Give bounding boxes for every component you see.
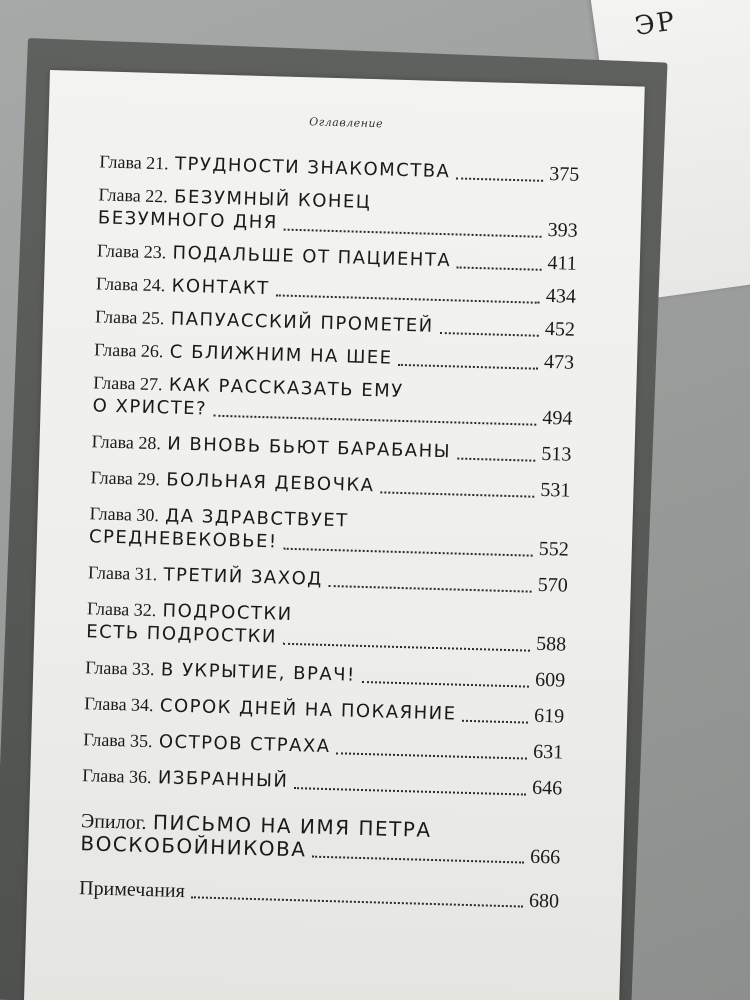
table-of-contents [79,149,580,912]
entry-prefix: Глава 34. [84,693,154,716]
dot-leader [336,752,527,759]
entry-title-continued: СРЕДНЕВЕКОВЬЕ! [88,526,278,553]
dot-leader [457,458,535,462]
entry-title: ТРЕТИЙ ЗАХОД [163,564,324,590]
entry-title-continued: ЕСТЬ ПОДРОСТКИ [86,621,278,648]
entry-page-number: 411 [547,251,578,275]
dot-leader [380,491,534,497]
entry-prefix: Глава 24. [95,273,166,296]
entry-title-continued: БЕЗУМНОГО ДНЯ [97,207,279,234]
entry-page-number: 375 [548,162,580,186]
entry-prefix: Глава 25. [94,306,165,329]
entry-title: КАК РАССКАЗАТЬ ЕМУ [168,374,404,402]
entry-prefix: Глава 32. [86,598,157,621]
page-header: Оглавление [309,115,384,131]
entry-title-continued: О ХРИСТЕ? [92,395,208,420]
entry-page-number: 570 [537,573,569,597]
entry-page-number: 494 [542,406,573,430]
entry-page-number: 434 [545,284,577,308]
entry-title: ТРУДНОСТИ ЗНАКОМСТВА [174,153,451,183]
entry-prefix: Глава 21. [99,151,170,174]
entry-prefix: Глава 35. [83,729,153,752]
entry-title-continued: ВОСКОБОЙНИКОВА [80,831,307,862]
dot-leader [457,266,541,270]
entry-title: БОЛЬНАЯ ДЕВОЧКА [165,469,375,497]
entry-prefix: Глава 26. [93,339,164,362]
entry-prefix: Глава 36. [82,765,152,788]
dot-leader [329,585,532,593]
entry-prefix: Глава 30. [89,503,160,526]
entry-title: ПАПУАССКИЙ ПРОМЕТЕЙ [170,308,434,337]
entry-title: СОРОК ДНЕЙ НА ПОКАЯНИЕ [159,695,457,725]
entry-title: ИЗБРАННЫЙ [157,767,289,792]
dot-leader [362,681,529,688]
dot-leader [456,177,543,181]
entry-title: ПОДАЛЬШЕ ОТ ПАЦИЕНТА [172,242,452,272]
entry-page-number: 609 [534,668,566,692]
entry-page-number: 531 [540,478,571,502]
entry-prefix: Глава 33. [85,657,155,680]
entry-page-number: 588 [535,632,567,656]
entry-title: ПОДРОСТКИ [162,600,293,625]
entry-page-number: 631 [532,740,564,764]
dot-leader [462,720,528,724]
entry-prefix: Глава 22. [98,184,169,207]
dot-leader [312,856,524,864]
entry-prefix: Глава 31. [87,562,158,585]
background-book-text: ЭР [632,6,679,42]
entry-page-number: 393 [547,218,579,242]
entry-title: КОНТАКТ [171,275,270,300]
entry-page-number: 452 [544,317,576,341]
entry-page-number: 646 [531,776,563,800]
entry-prefix: Глава 23. [96,240,167,263]
entry-prefix: Примечания [78,877,186,903]
entry-title: ОСТРОВ СТРАХА [158,731,331,758]
dot-leader [398,364,538,370]
entry-prefix: Глава 27. [93,372,163,395]
dot-leader [439,332,538,337]
entry-title: И ВНОВЬ БЬЮТ БАРАБАНЫ [166,433,452,463]
entry-page-number: 619 [533,704,565,728]
entry-page-number: 680 [528,889,560,913]
entry-title: С БЛИЖНИМ НА ШЕЕ [169,341,393,369]
entry-page-number: 666 [529,845,561,869]
entry-title: ПИСЬМО НА ИМЯ ПЕТРА [152,810,432,842]
entry-page-number: 552 [538,537,570,561]
entry-title: БЕЗУМНЫЙ КОНЕЦ [173,186,372,214]
entry-title: В УКРЫТИЕ, ВРАЧ! [160,659,357,686]
book-page [23,70,645,1000]
dot-leader [191,896,523,907]
entry-page-number: 513 [541,442,572,466]
entry-page-number: 473 [543,350,575,374]
entry-prefix: Эпилог. [80,810,147,834]
entry-title: ДА ЗДРАВСТВУЕТ [164,505,349,532]
entry-prefix: Глава 29. [90,467,161,490]
entry-prefix: Глава 28. [91,431,162,454]
